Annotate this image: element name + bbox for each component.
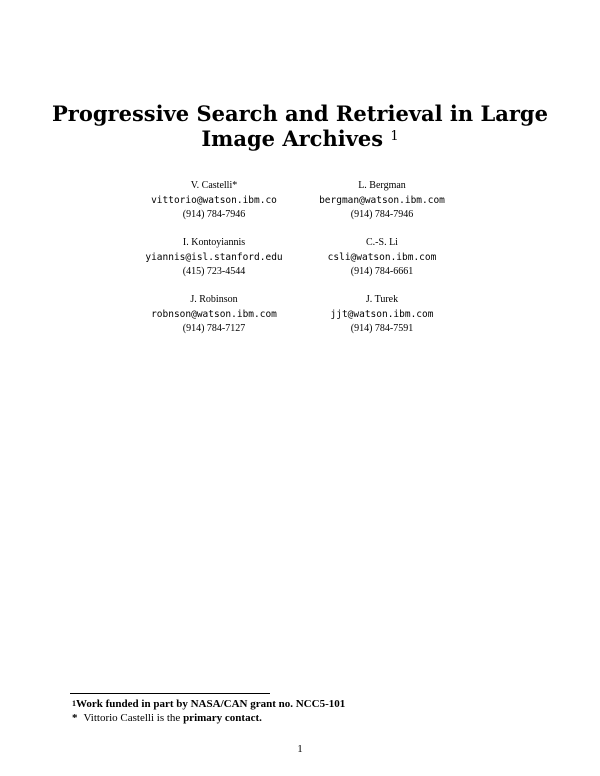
author-block-castelli — [124, 179, 304, 223]
author-email[interactable]: vittorio@watson.ibm.co — [151, 194, 277, 206]
author-name: I. Kontoyiannis — [182, 237, 246, 248]
author-block-li — [292, 236, 472, 280]
footnote-funding — [72, 697, 345, 711]
page-number: 1 — [297, 743, 303, 755]
author-phone: (914) 784-7127 — [182, 323, 246, 334]
title-line-2-text: Image Archives — [201, 126, 384, 151]
footnote-text: Vittorio Castelli is the — [83, 712, 181, 724]
author-block-kontoyiannis — [124, 236, 304, 280]
author-phone: (914) 784-6661 — [350, 266, 414, 277]
author-name: L. Bergman — [358, 180, 406, 191]
title-line-2 — [0, 126, 600, 151]
author-phone: (914) 784-7946 — [182, 209, 246, 220]
author-block-turek — [292, 293, 472, 337]
author-phone: (914) 784-7946 — [350, 209, 414, 220]
footnote-mark: * — [72, 712, 78, 724]
footnote-text: Work funded in part by NASA/CAN grant no. NCC5-101 — [76, 698, 346, 710]
footnote-divider — [70, 693, 270, 694]
author-name: J. Turek — [365, 294, 399, 305]
author-email[interactable]: yiannis@isl.stanford.edu — [145, 251, 283, 263]
author-name: J. Robinson — [190, 294, 238, 305]
paper-title — [0, 101, 600, 151]
author-block-robinson — [124, 293, 304, 337]
footnote-mark: 1 — [72, 699, 76, 708]
author-name: C.-S. Li — [366, 237, 398, 248]
author-email[interactable]: robnson@watson.ibm.com — [151, 308, 277, 320]
footnote-bold-text: primary contact. — [183, 712, 262, 724]
title-line-1: Progressive Search and Retrieval in Large — [52, 101, 548, 126]
author-email[interactable]: csli@watson.ibm.com — [327, 251, 437, 263]
author-name: V. Castelli* — [190, 180, 238, 191]
footnote-contact — [72, 711, 262, 725]
title-footnote-mark: 1 — [390, 129, 399, 144]
author-email[interactable]: jjt@watson.ibm.com — [330, 308, 434, 320]
author-phone: (415) 723-4544 — [182, 266, 246, 277]
author-email[interactable]: bergman@watson.ibm.com — [319, 194, 445, 206]
author-block-bergman — [292, 179, 472, 223]
author-phone: (914) 784-7591 — [350, 323, 414, 334]
